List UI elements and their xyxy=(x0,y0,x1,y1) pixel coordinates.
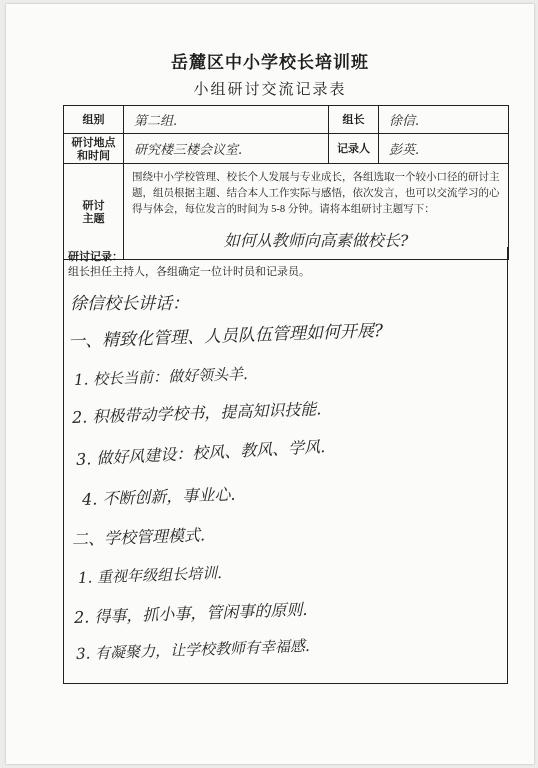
note-line: 2. 积极带动学校书，提高知识技能. xyxy=(71,399,322,427)
note-line: 3. 做好风建设：校风、教风、学风. xyxy=(75,436,326,469)
page-subtitle: 小组研讨交流记录表 xyxy=(193,80,347,98)
note-line: 徐信校长讲话： xyxy=(70,294,189,314)
discussion-notes xyxy=(63,247,508,684)
note-line: 1. 校长当前：做好领头羊. xyxy=(73,364,249,389)
topic-instructions: 围绕中小学校管理、校长个人发展与专业成长，各组选取一个较小口径的研讨主题，组员根据主题、结合本人工作实际与感悟，依次发言，也可以交流学习的心得与体会，每位发言的时间为 5-8 分钟。请将本组研讨主题写下： xyxy=(132,172,500,215)
note-line: 二、学校管理模式. xyxy=(71,525,206,549)
notes-label: 研讨记录： xyxy=(68,250,123,263)
page-title: 岳麓区中小学校长培训班 xyxy=(171,53,369,73)
topic-value: 如何从教师向高素做校长? xyxy=(223,231,409,250)
recorder-label: 记录人 xyxy=(329,134,379,164)
notes-instruction: 组长担任主持人，各组确定一位计时员和记录员。 xyxy=(68,266,310,278)
topic-label-line2: 主题 xyxy=(82,211,105,225)
note-line: 1. 重视年级组长培训. xyxy=(77,563,223,587)
group-label: 组别 xyxy=(64,106,124,134)
group-value: 第二组. xyxy=(124,106,329,134)
record-form xyxy=(63,105,509,260)
recorder-value: 彭英. xyxy=(379,134,509,164)
place-time-label-line1: 研讨地点 xyxy=(71,135,116,149)
leader-value: 徐信. xyxy=(379,106,509,134)
topic-cell xyxy=(124,164,509,260)
document-page xyxy=(6,4,534,764)
note-line: 4. 不断创新，事业心. xyxy=(81,484,236,509)
leader-label: 组长 xyxy=(329,106,379,134)
place-time-label xyxy=(64,134,124,164)
topic-label-line1: 研讨 xyxy=(82,198,105,212)
note-line: 一、精致化管理、人员队伍管理如何开展? xyxy=(67,321,384,352)
topic-label xyxy=(64,164,124,260)
place-time-label-line2: 和时间 xyxy=(77,148,110,162)
place-time-value: 研究楼三楼会议室. xyxy=(124,134,329,164)
note-line: 3. 有凝聚力，让学校教师有幸福感. xyxy=(75,636,311,663)
note-line: 2. 得事，抓小事，管闲事的原则. xyxy=(73,599,308,627)
